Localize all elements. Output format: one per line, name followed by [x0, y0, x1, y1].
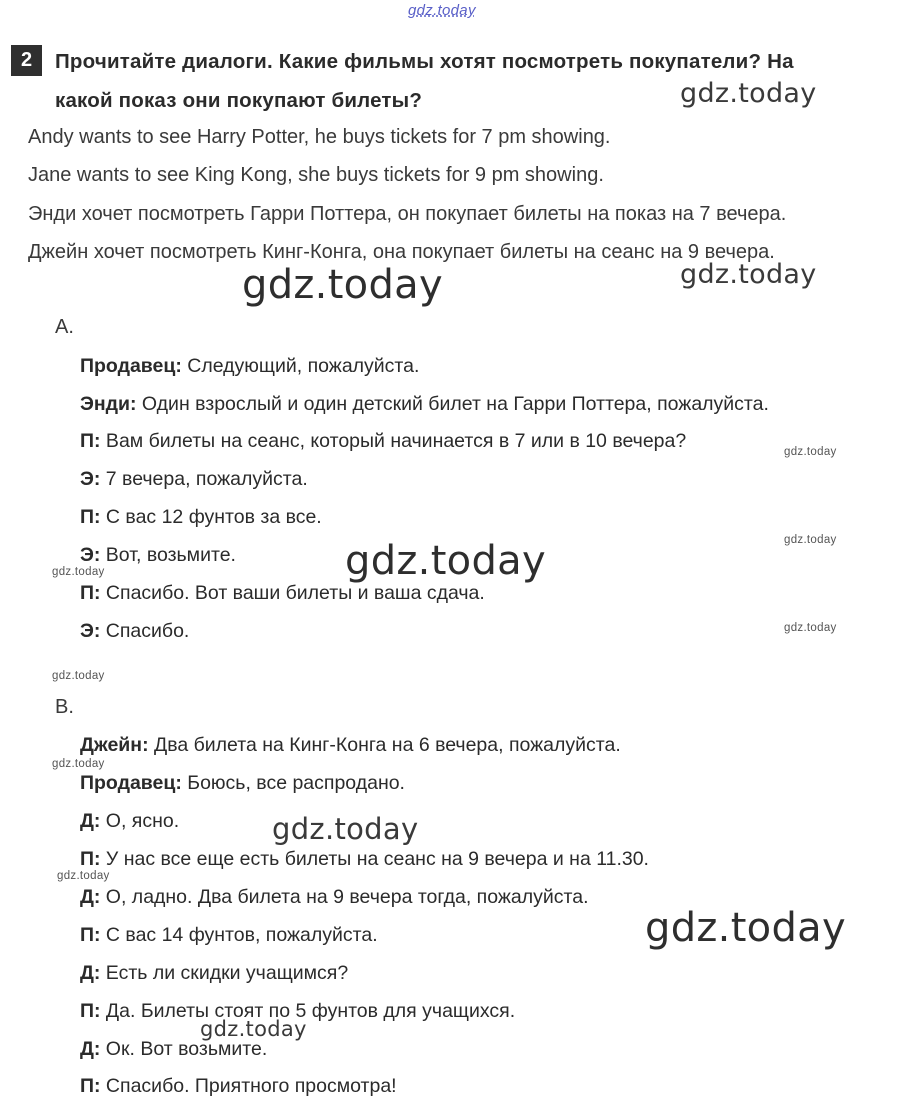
- dialogue-line: П: Вам билеты на сеанс, который начинается в 7 или в 10 вечера?: [80, 430, 687, 452]
- answer-line: Jane wants to see King Kong, she buys tickets for 9 pm showing.: [28, 164, 604, 186]
- watermark: gdz.today: [784, 534, 837, 546]
- task-instruction-line1: Прочитайте диалоги. Какие фильмы хотят посмотреть покупатели? На: [55, 50, 794, 73]
- answer-line: Andy wants to see Harry Potter, he buys tickets for 7 pm showing.: [28, 126, 611, 148]
- watermark: gdz.today: [784, 446, 837, 458]
- watermark: gdz.today: [200, 1017, 307, 1041]
- watermark: gdz.today: [52, 670, 105, 682]
- dialogue-line: Э: Вот, возьмите.: [80, 544, 236, 566]
- watermark: gdz.today: [680, 259, 817, 290]
- watermark: gdz.today: [52, 566, 105, 578]
- dialogue-b-label: B.: [55, 696, 74, 718]
- watermark: gdz.today: [345, 538, 546, 584]
- dialogue-line: Д: О, ладно. Два билета на 9 вечера тогда, пожалуйста.: [80, 886, 589, 908]
- task-number-badge: 2: [11, 45, 42, 76]
- dialogue-line: Д: Ок. Вот возьмите.: [80, 1038, 268, 1060]
- dialogue-line: Энди: Один взрослый и один детский билет на Гарри Поттера, пожалуйста.: [80, 393, 769, 415]
- watermark: gdz.today: [680, 78, 817, 109]
- dialogue-line: П: Спасибо. Вот ваши билеты и ваша сдача.: [80, 582, 485, 604]
- dialogue-line: П: Спасибо. Приятного просмотра!: [80, 1075, 397, 1097]
- watermark: gdz.today: [242, 262, 443, 308]
- watermark: gdz.today: [645, 905, 846, 951]
- watermark-top: gdz.today: [408, 2, 476, 19]
- dialogue-line: П: С вас 12 фунтов за все.: [80, 506, 322, 528]
- watermark: gdz.today: [784, 622, 837, 634]
- dialogue-line: П: С вас 14 фунтов, пожалуйста.: [80, 924, 378, 946]
- dialogue-a-label: A.: [55, 316, 74, 338]
- dialogue-line: П: Да. Билеты стоят по 5 фунтов для учащихся.: [80, 1000, 516, 1022]
- watermark: gdz.today: [52, 758, 105, 770]
- answer-line: Джейн хочет посмотреть Кинг-Конга, она покупает билеты на сеанс на 9 вечера.: [28, 241, 775, 263]
- dialogue-line: Продавец: Боюсь, все распродано.: [80, 772, 405, 794]
- dialogue-line: Д: О, ясно.: [80, 810, 180, 832]
- watermark: gdz.today: [272, 812, 419, 846]
- dialogue-line: П: У нас все еще есть билеты на сеанс на 9 вечера и на 11.30.: [80, 848, 649, 870]
- watermark: gdz.today: [57, 870, 110, 882]
- task-instruction-line2: какой показ они покупают билеты?: [55, 89, 423, 112]
- dialogue-line: Д: Есть ли скидки учащимся?: [80, 962, 349, 984]
- answer-line: Энди хочет посмотреть Гарри Поттера, он покупает билеты на показ на 7 вечера.: [28, 203, 787, 225]
- dialogue-line: Э: 7 вечера, пожалуйста.: [80, 468, 308, 490]
- dialogue-line: Джейн: Два билета на Кинг-Конга на 6 вечера, пожалуйста.: [80, 734, 621, 756]
- dialogue-line: Э: Спасибо.: [80, 620, 190, 642]
- dialogue-line: Продавец: Следующий, пожалуйста.: [80, 355, 420, 377]
